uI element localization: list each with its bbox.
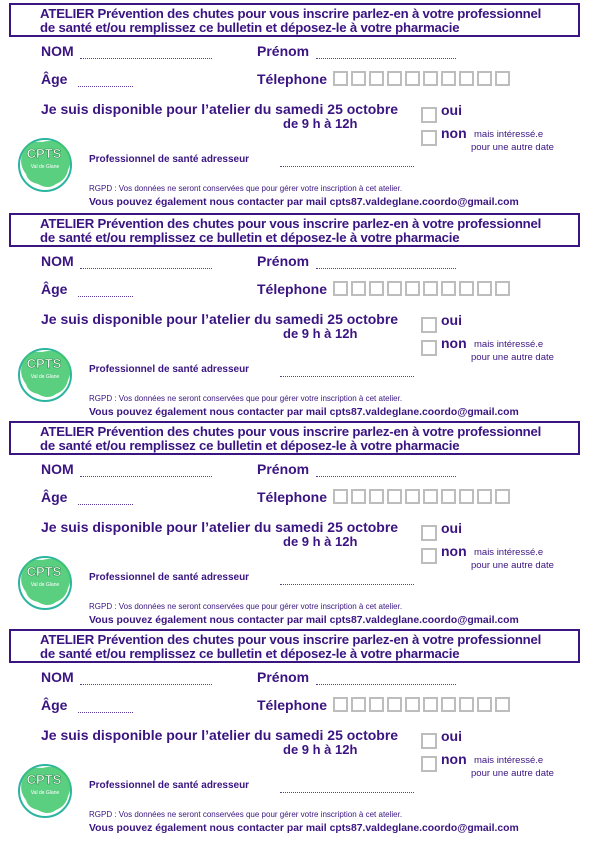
banner-line-1: ATELIER Prévention des chutes pour vous inscrire parlez-en à votre professionnel — [40, 6, 542, 21]
non-note-line-1: mais intéressé.e — [474, 129, 544, 140]
telephone-label: Télephone — [257, 489, 328, 505]
phone-digit-box[interactable] — [369, 697, 384, 712]
contact-line: Vous pouvez également nous contacter par mail cpts87.valdeglane.coordo@gmail.com — [89, 197, 519, 208]
phone-digit-box[interactable] — [495, 71, 510, 86]
non-note-line-2: pour une autre date — [471, 142, 554, 153]
phone-digit-box[interactable] — [369, 281, 384, 296]
phone-digit-box[interactable] — [333, 71, 348, 86]
logo-text: CPTS — [26, 146, 62, 161]
phone-digit-box[interactable] — [459, 281, 474, 296]
availability-line-2: de 9 h à 12h — [283, 326, 358, 341]
phone-digit-box[interactable] — [423, 281, 438, 296]
non-checkbox[interactable] — [421, 756, 437, 772]
nom-field[interactable] — [80, 58, 212, 59]
registration-slip — [0, 626, 595, 834]
oui-label: oui — [441, 728, 462, 744]
phone-digit-box[interactable] — [495, 489, 510, 504]
non-note-line-2: pour une autre date — [471, 768, 554, 779]
oui-checkbox[interactable] — [421, 107, 437, 123]
age-label: Âge — [41, 697, 68, 713]
age-label: Âge — [41, 489, 68, 505]
cpts-logo-icon — [14, 758, 76, 820]
availability-line-2: de 9 h à 12h — [283, 116, 358, 131]
logo-text: CPTS — [26, 356, 62, 371]
telephone-boxes[interactable] — [333, 71, 510, 86]
non-label: non — [441, 751, 467, 767]
logo-subtext: Val de Glane — [30, 582, 60, 588]
age-field[interactable] — [78, 86, 133, 87]
non-note-line-1: mais intéressé.e — [474, 547, 544, 558]
slip-banner — [9, 421, 580, 455]
logo-subtext: Val de Glane — [30, 374, 60, 380]
rgpd-notice: RGPD : Vos données ne seront conservées que pour gérer votre inscription à cet atelier. — [89, 602, 403, 611]
referrer-label: Professionnel de santé adresseur — [89, 364, 250, 375]
referrer-label: Professionnel de santé adresseur — [89, 154, 250, 165]
non-checkbox[interactable] — [421, 130, 437, 146]
phone-digit-box[interactable] — [351, 281, 366, 296]
referrer-label: Professionnel de santé adresseur — [89, 572, 250, 583]
phone-digit-box[interactable] — [351, 697, 366, 712]
age-field[interactable] — [78, 296, 133, 297]
phone-digit-box[interactable] — [423, 71, 438, 86]
contact-line: Vous pouvez également nous contacter par mail cpts87.valdeglane.coordo@gmail.com — [89, 823, 519, 834]
registration-slip — [0, 0, 595, 208]
nom-label: NOM — [41, 43, 74, 59]
non-note-line-1: mais intéressé.e — [474, 339, 544, 350]
non-note-line-1: mais intéressé.e — [474, 755, 544, 766]
phone-digit-box[interactable] — [441, 71, 456, 86]
logo-subtext: Val de Glane — [30, 164, 60, 170]
banner-line-2: de santé et/ou remplissez ce bulletin et déposez-le à votre pharmacie — [40, 230, 460, 245]
phone-digit-box[interactable] — [387, 697, 402, 712]
phone-digit-box[interactable] — [405, 71, 420, 86]
age-field[interactable] — [78, 712, 133, 713]
rgpd-notice: RGPD : Vos données ne seront conservées que pour gérer votre inscription à cet atelier. — [89, 810, 403, 819]
rgpd-notice: RGPD : Vos données ne seront conservées que pour gérer votre inscription à cet atelier. — [89, 184, 403, 193]
phone-digit-box[interactable] — [477, 489, 492, 504]
phone-digit-box[interactable] — [423, 697, 438, 712]
availability-line-2: de 9 h à 12h — [283, 742, 358, 757]
banner-line-2: de santé et/ou remplissez ce bulletin et déposez-le à votre pharmacie — [40, 20, 460, 35]
non-label: non — [441, 335, 467, 351]
referrer-field[interactable] — [280, 584, 414, 585]
logo-subtext: Val de Glane — [30, 790, 60, 796]
prenom-field[interactable] — [316, 476, 456, 477]
registration-slip — [0, 418, 595, 626]
prenom-label: Prénom — [257, 43, 310, 59]
telephone-label: Télephone — [257, 697, 328, 713]
availability-line-2: de 9 h à 12h — [283, 534, 358, 549]
phone-digit-box[interactable] — [495, 281, 510, 296]
non-note-line-2: pour une autre date — [471, 560, 554, 571]
age-label: Âge — [41, 281, 68, 297]
referrer-field[interactable] — [280, 792, 414, 793]
banner-line-2: de santé et/ou remplissez ce bulletin et déposez-le à votre pharmacie — [40, 646, 460, 661]
age-label: Âge — [41, 71, 68, 87]
non-label: non — [441, 125, 467, 141]
oui-checkbox[interactable] — [421, 317, 437, 333]
nom-field[interactable] — [80, 684, 212, 685]
telephone-boxes[interactable] — [333, 489, 510, 504]
nom-field[interactable] — [80, 268, 212, 269]
phone-digit-box[interactable] — [333, 697, 348, 712]
phone-digit-box[interactable] — [369, 71, 384, 86]
telephone-boxes[interactable] — [333, 697, 510, 712]
non-note-line-2: pour une autre date — [471, 352, 554, 363]
availability-line-1: Je suis disponible pour l’atelier du samedi 25 octobre — [41, 519, 399, 535]
registration-slip — [0, 210, 595, 418]
referrer-field[interactable] — [280, 376, 414, 377]
availability-line-1: Je suis disponible pour l’atelier du samedi 25 octobre — [41, 101, 399, 117]
phone-digit-box[interactable] — [369, 489, 384, 504]
phone-digit-box[interactable] — [405, 281, 420, 296]
phone-digit-box[interactable] — [459, 697, 474, 712]
logo-text: CPTS — [26, 564, 62, 579]
age-field[interactable] — [78, 504, 133, 505]
oui-label: oui — [441, 102, 462, 118]
prenom-label: Prénom — [257, 669, 310, 685]
oui-checkbox[interactable] — [421, 733, 437, 749]
rgpd-notice: RGPD : Vos données ne seront conservées que pour gérer votre inscription à cet atelier. — [89, 394, 403, 403]
oui-label: oui — [441, 312, 462, 328]
nom-label: NOM — [41, 669, 74, 685]
prenom-field[interactable] — [316, 684, 456, 685]
slip-banner — [9, 629, 580, 663]
cpts-logo-icon — [14, 342, 76, 404]
slip-banner — [9, 3, 580, 37]
banner-line-1: ATELIER Prévention des chutes pour vous inscrire parlez-en à votre professionnel — [40, 424, 542, 439]
availability-line-1: Je suis disponible pour l’atelier du samedi 25 octobre — [41, 727, 399, 743]
phone-digit-box[interactable] — [387, 71, 402, 86]
prenom-label: Prénom — [257, 253, 310, 269]
telephone-boxes[interactable] — [333, 281, 510, 296]
phone-digit-box[interactable] — [441, 489, 456, 504]
nom-label: NOM — [41, 253, 74, 269]
non-label: non — [441, 543, 467, 559]
banner-line-2: de santé et/ou remplissez ce bulletin et déposez-le à votre pharmacie — [40, 438, 460, 453]
phone-digit-box[interactable] — [333, 489, 348, 504]
oui-checkbox[interactable] — [421, 525, 437, 541]
phone-digit-box[interactable] — [477, 281, 492, 296]
nom-label: NOM — [41, 461, 74, 477]
phone-digit-box[interactable] — [459, 71, 474, 86]
referrer-field[interactable] — [280, 166, 414, 167]
telephone-label: Télephone — [257, 281, 328, 297]
phone-digit-box[interactable] — [351, 71, 366, 86]
phone-digit-box[interactable] — [405, 489, 420, 504]
contact-line: Vous pouvez également nous contacter par mail cpts87.valdeglane.coordo@gmail.com — [89, 615, 519, 626]
availability-line-1: Je suis disponible pour l’atelier du samedi 25 octobre — [41, 311, 399, 327]
slip-banner — [9, 213, 580, 247]
phone-digit-box[interactable] — [477, 697, 492, 712]
non-checkbox[interactable] — [421, 340, 437, 356]
cpts-logo-icon — [14, 550, 76, 612]
prenom-field[interactable] — [316, 268, 456, 269]
referrer-label: Professionnel de santé adresseur — [89, 780, 250, 791]
phone-digit-box[interactable] — [333, 281, 348, 296]
phone-digit-box[interactable] — [441, 281, 456, 296]
phone-digit-box[interactable] — [405, 697, 420, 712]
prenom-field[interactable] — [316, 58, 456, 59]
logo-text: CPTS — [26, 772, 62, 787]
phone-digit-box[interactable] — [387, 489, 402, 504]
nom-field[interactable] — [80, 476, 212, 477]
phone-digit-box[interactable] — [387, 281, 402, 296]
telephone-label: Télephone — [257, 71, 328, 87]
phone-digit-box[interactable] — [477, 71, 492, 86]
contact-line: Vous pouvez également nous contacter par mail cpts87.valdeglane.coordo@gmail.com — [89, 407, 519, 418]
phone-digit-box[interactable] — [459, 489, 474, 504]
banner-line-1: ATELIER Prévention des chutes pour vous inscrire parlez-en à votre professionnel — [40, 216, 542, 231]
banner-line-1: ATELIER Prévention des chutes pour vous inscrire parlez-en à votre professionnel — [40, 632, 542, 647]
cpts-logo-icon — [14, 132, 76, 194]
non-checkbox[interactable] — [421, 548, 437, 564]
phone-digit-box[interactable] — [441, 697, 456, 712]
oui-label: oui — [441, 520, 462, 536]
phone-digit-box[interactable] — [423, 489, 438, 504]
phone-digit-box[interactable] — [495, 697, 510, 712]
prenom-label: Prénom — [257, 461, 310, 477]
phone-digit-box[interactable] — [351, 489, 366, 504]
